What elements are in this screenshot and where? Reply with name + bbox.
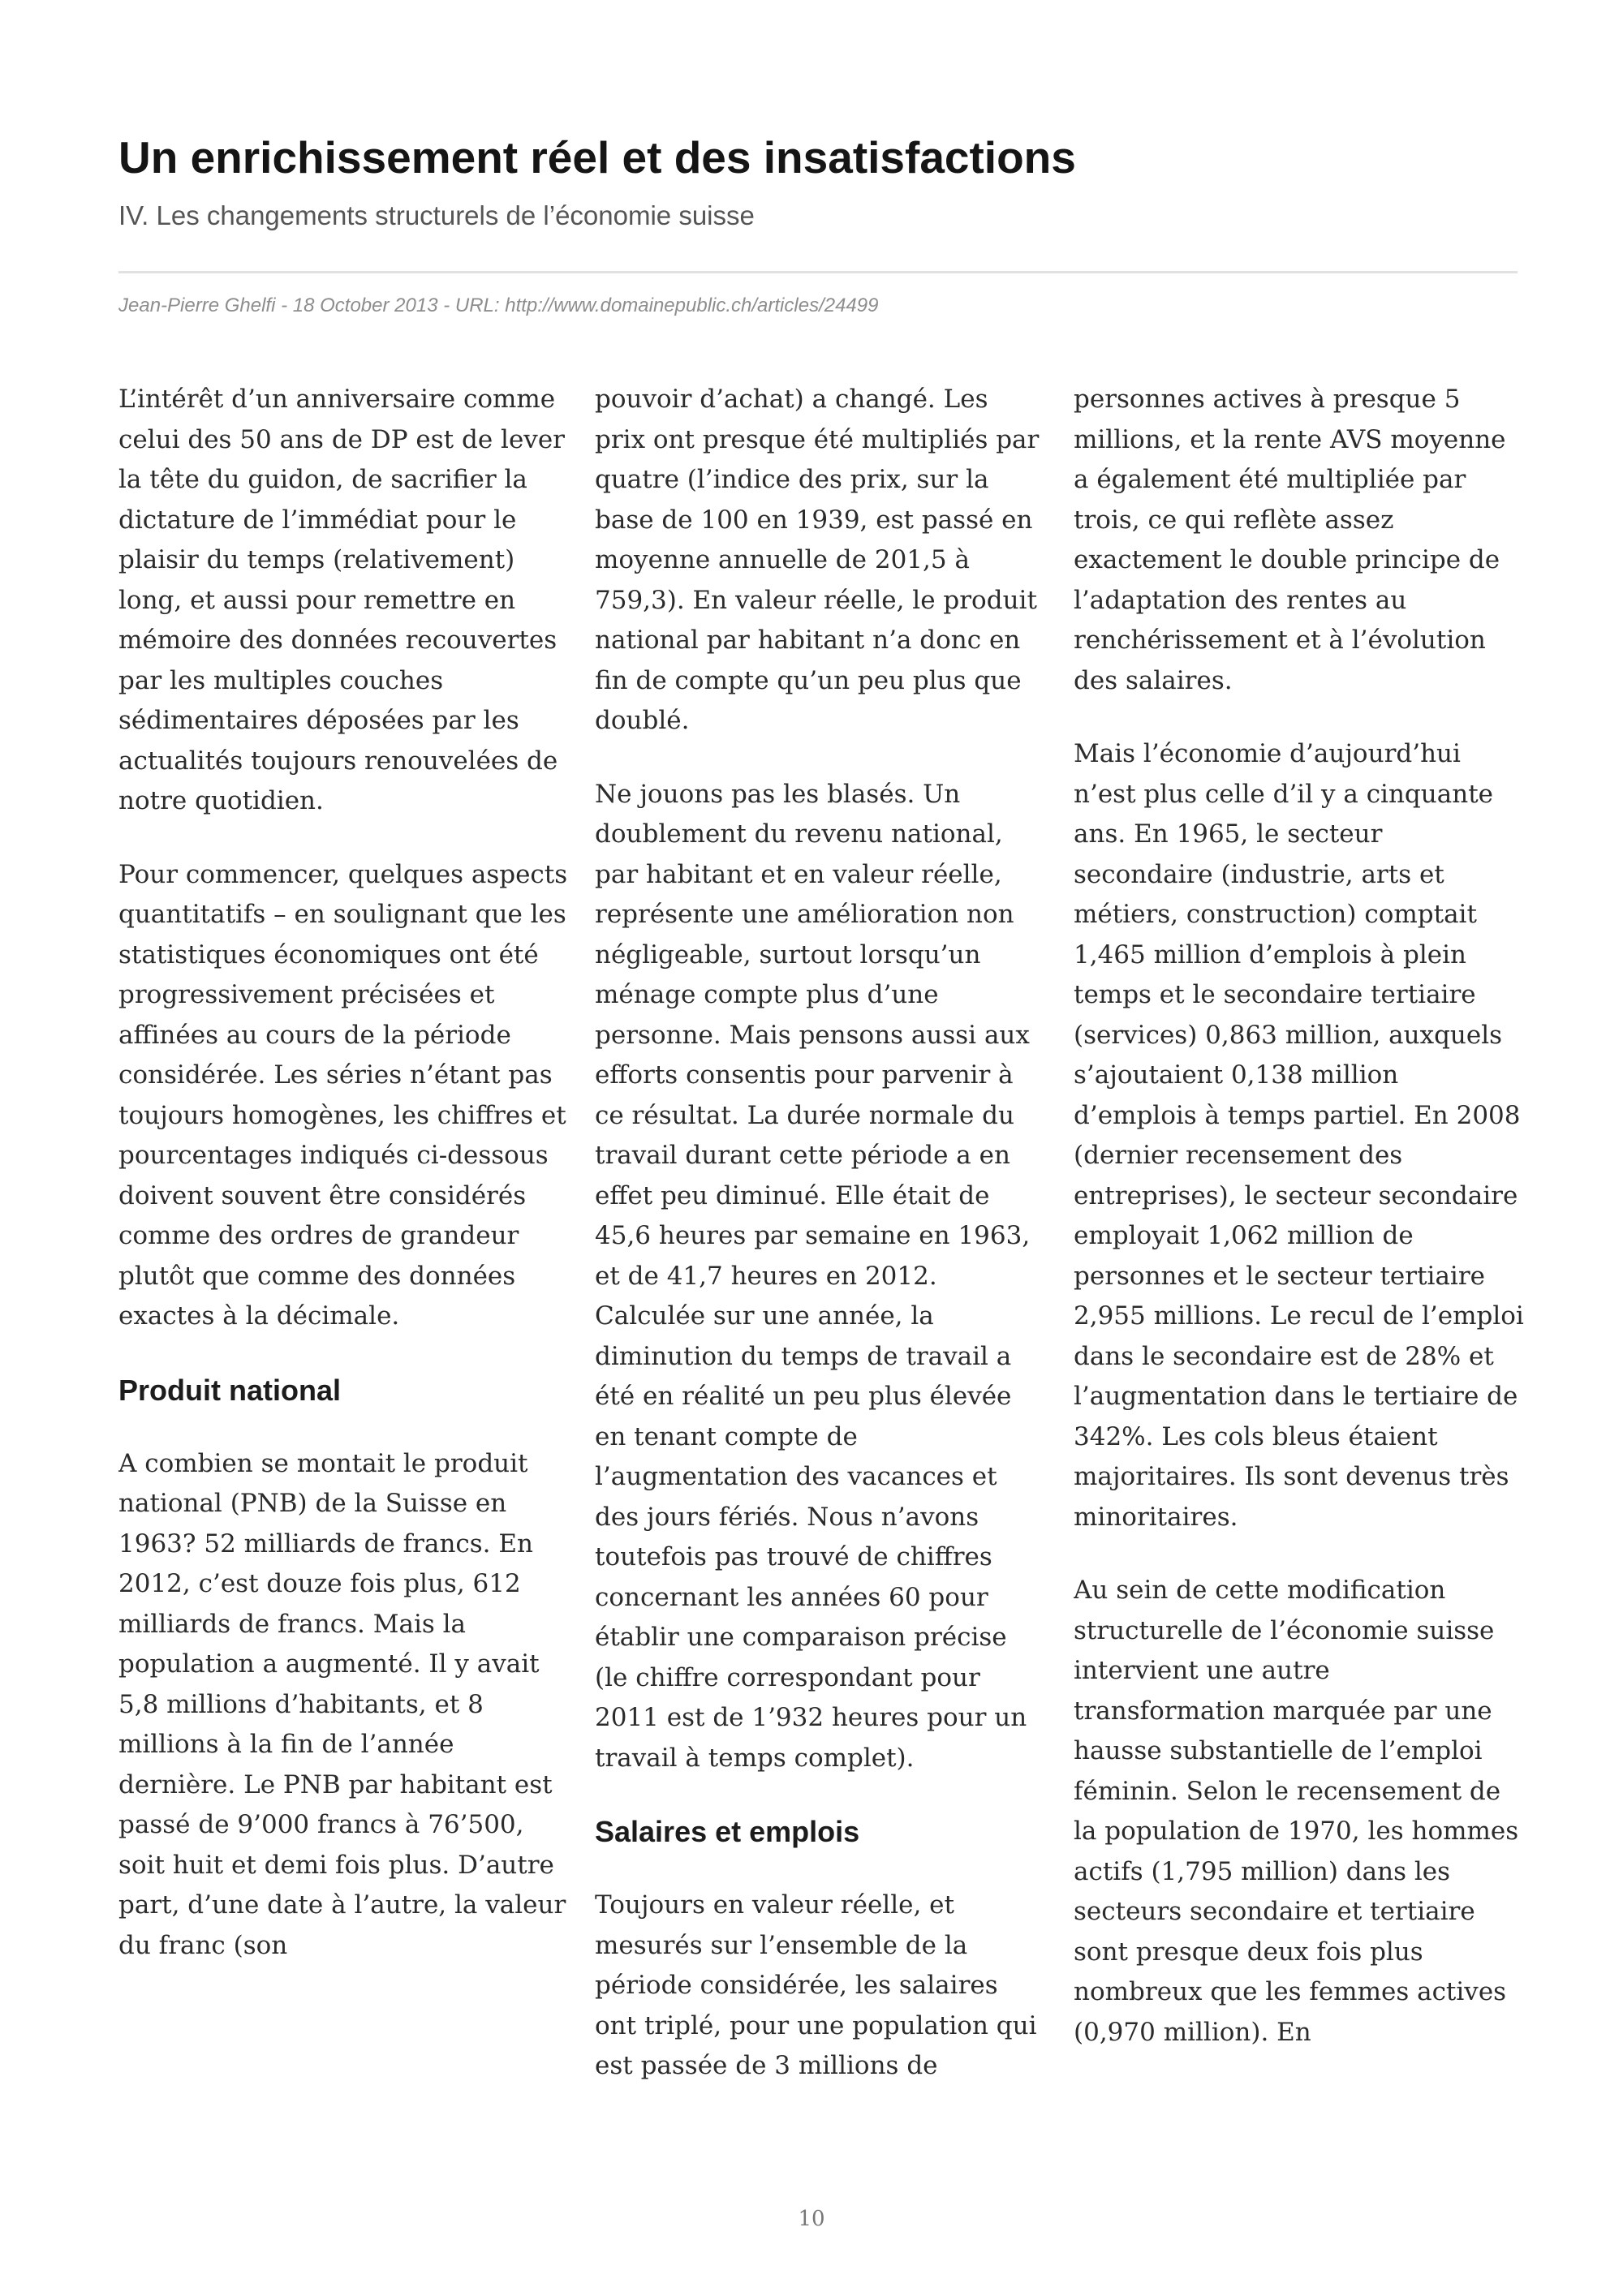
page-number: 10 [798,2207,825,2231]
article-title: Un enrichissement réel et des insatisfactions [118,132,1076,183]
text-column-1 [118,380,570,2165]
paragraph: Pour commencer, quelques aspects quantitatifs – en soulignant que les statistiques économiques ont été progressivement précisées et affinées au cours de la période considérée. Les séries n’étant pas toujours homogènes, les chiffres et pourcentages indiqués ci-dessous doivent souvent être considérés comme des ordres de grandeur plutôt que comme des données exactes à la décimale. [118,859,568,1331]
paragraph: Toujours en valeur réelle, et mesurés sur l’ensemble de la période considérée, les salaires ont triplé, pour une population qui est passée de 3 millions de [595,1890,1037,2080]
paragraph: Mais l’économie d’aujourd’hui n’est plus celle d’il y a cinquante ans. En 1965, le secteur secondaire (industrie, arts et métiers, construction) comptait 1,465 million d’emplois à plein temps et le secondaire tertiaire (services) 0,863 million, auxquels s’ajoutaient 0,138 million d’emplois à temps partiel. En 2008 (dernier recensement des entreprises), le secteur secondaire employait 1,062 million de personnes et le secteur tertiaire 2,955 millions. Le recul de l’emploi dans le secondaire est de 28% et l’augmentation dans le tertiaire de 342%. Les cols bleus étaient majoritaires. Ils sont devenus très minoritaires. [1074,739,1524,1532]
section-heading-salaires-emplois: Salaires et emplois [595,1815,860,1848]
paragraph: pouvoir d’achat) a changé. Les prix ont presque été multipliés par quatre (l’indice des prix, sur la base de 100 en 1939, est passé en moyenne annuelle de 201,5 à 759,3). En valeur réelle, le produit national par habitant n’a donc en fin de compte qu’un peu plus que doublé. [595,385,1040,735]
header-divider [118,271,1518,273]
paragraph: L’intérêt d’un anniversaire comme celui des 50 ans de DP est de lever la tête du guidon, de sacrifier la dictature de l’immédiat pour le plaisir du temps (relativement) long, et aussi pour remettre en mémoire des données recouvertes par les multiples couches sédimentaires déposées par les actualités toujours renouvelées de notre quotidien. [118,385,565,815]
text-column-3 [1074,380,1525,2165]
article-meta: Jean-Pierre Ghelfi - 18 October 2013 - URL: http://www.domainepublic.ch/articles/24499 [118,295,879,316]
paragraph: A combien se montait le produit national (PNB) de la Suisse en 1963? 52 milliards de francs. En 2012, c’est douze fois plus, 612 milliards de francs. Mais la population a augmenté. Il y avait 5,8 millions d’habitants, et 8 millions à la fin de l’année dernière. Le PNB par habitant est passé de 9’000 francs à 76’500, soit huit et demi fois plus. D’autre part, d’une date à l’autre, la valeur du franc (son [118,1448,566,1960]
paragraph: Ne jouons pas les blasés. Un doublement du revenu national, par habitant et en valeur réelle, représente une amélioration non négligeable, surtout lorsqu’un ménage compte plus d’une personne. Mais pensons aussi aux efforts consentis pour parvenir à ce résultat. La durée normale du travail durant cette période a en effet peu diminué. Elle était de 45,6 heures par semaine en 1963, et de 41,7 heures en 2012. Calculée sur une année, la diminution du temps de travail a été en réalité un peu plus élevée en tenant compte de l’augmentation des vacances et des jours fériés. Nous n’avons toutefois pas trouvé de chiffres concernant les années 60 pour établir une comparaison précise (le chiffre correspondant pour 2011 est de 1’932 heures pour un travail à temps complet). [595,779,1031,1773]
section-heading-produit-national: Produit national [118,1373,341,1407]
text-column-2 [595,380,1046,2165]
article-subtitle: IV. Les changements structurels de l’économie suisse [118,200,755,230]
paragraph: Au sein de cette modification structurelle de l’économie suisse intervient une autre transformation marquée par une hausse substantielle de l’emploi féminin. Selon le recensement de la population de 1970, les hommes actifs (1,795 million) dans les secteurs secondaire et tertiaire sont presque deux fois plus nombreux que les femmes actives (0,970 million). En [1074,1576,1519,2047]
paragraph: personnes actives à presque 5 millions, et la rente AVS moyenne a également été multipliée par trois, ce qui reflète assez exactement le double principe de l’adaptation des rentes au renchérissement et à l’évolution des salaires. [1074,385,1506,695]
